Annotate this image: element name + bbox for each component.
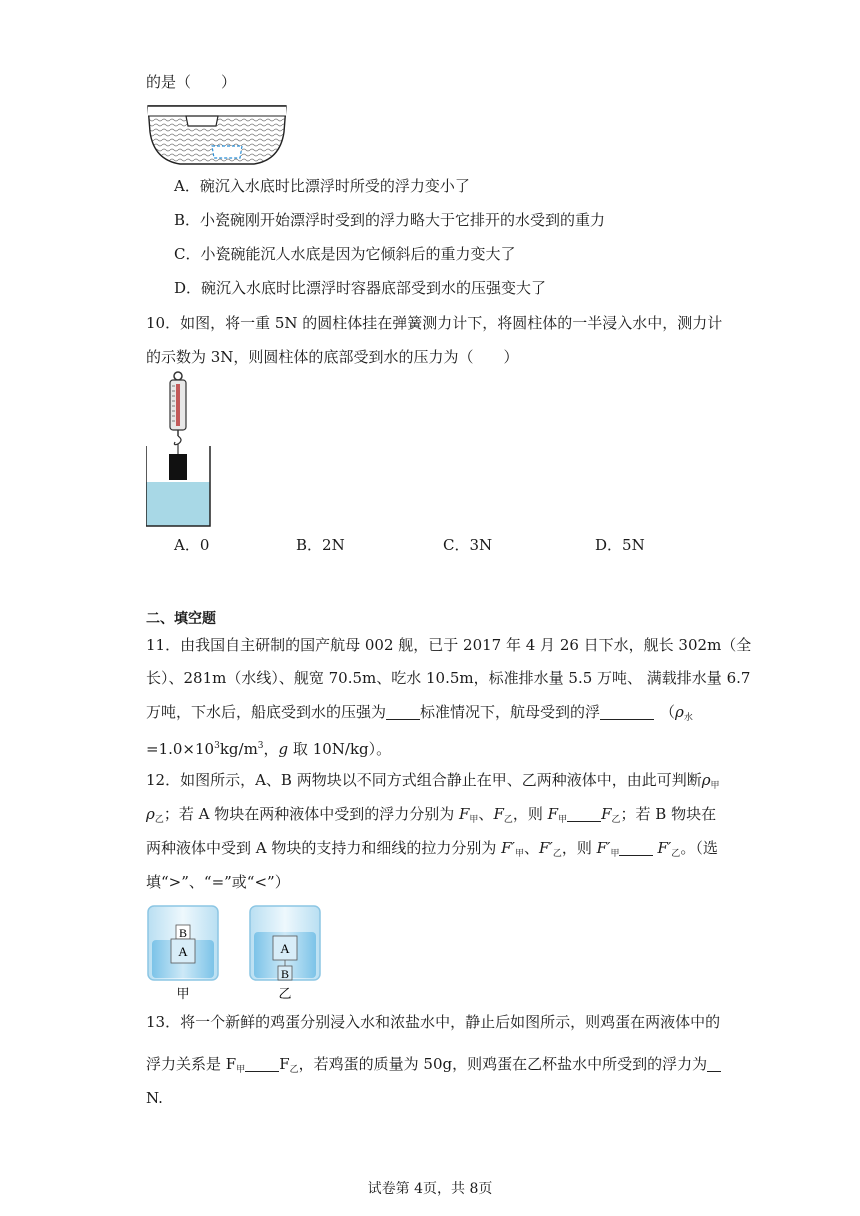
subscript-jia: 甲 <box>710 781 720 791</box>
label-b-jia: B <box>178 926 188 940</box>
f-prime-symbol: F′ <box>501 839 515 857</box>
q13-line1: 13．将一个新鲜的鸡蛋分别浸入水和浓盐水中，静止后如图所示，则鸡蛋在两液体中的 <box>146 1013 721 1031</box>
subscript-jia: 甲 <box>558 815 568 825</box>
q11-line4 <box>146 736 391 759</box>
q10-option-c: C．3N <box>443 536 493 554</box>
q11-line3-text-c: （ <box>660 703 676 721</box>
bowl-in-basin-figure <box>146 102 288 166</box>
f-prime-symbol: F′ <box>657 839 672 857</box>
f-prime-symbol: F′ <box>596 839 611 857</box>
rho-symbol: ρ <box>146 805 155 823</box>
subscript-jia: 甲 <box>236 1065 246 1075</box>
q13-line2-text-b: F <box>279 1055 290 1073</box>
subscript-jia: 甲 <box>469 815 479 825</box>
q12-line2 <box>146 804 716 830</box>
q10-option-b: B．2N <box>296 536 345 554</box>
label-a-yi: A <box>280 941 290 956</box>
q9-stem-tail: 的是（ ） <box>146 73 237 91</box>
q12-line1 <box>146 770 720 796</box>
label-b-yi: B <box>280 967 290 981</box>
q12-line3-text-a: 两种液体中受到 A 物块的支持力和细线的拉力分别为 <box>146 839 502 857</box>
q11-line3-text-a: 万吨，下水后，船底受到水的压强为 <box>146 703 387 721</box>
q11-line1: 11．由我国自主研制的国产航母 002 舰，已于 2017 年 4 月 26 日下水，舰长 302m（全 <box>146 636 752 654</box>
q13-line2 <box>146 1054 721 1080</box>
q11-line2: 长）、281m（水线）、舰宽 70.5m、吃水 10.5m，标准排水量 5.5 万吨、 满载排水量 6.7 <box>146 669 751 687</box>
q10-option-a: A．0 <box>174 536 210 554</box>
q13-line3: N. <box>146 1089 163 1107</box>
q13-blank-2[interactable] <box>707 1057 721 1072</box>
q13-line2-text-a: 浮力关系是 F <box>146 1055 237 1073</box>
subscript-yi: 乙 <box>503 815 513 825</box>
f-symbol: F <box>547 805 559 823</box>
q12-line2-text-d: ，则 <box>512 805 548 823</box>
q11-blank-1[interactable] <box>386 705 420 720</box>
q12-line3-text-c: ，则 <box>561 839 597 857</box>
spring-scale-figure <box>146 370 216 528</box>
q9-option-b: B．小瓷碗刚开始漂浮时受到的浮力略大于它排开的水受到的重力 <box>174 211 606 229</box>
q11-line3 <box>146 702 693 728</box>
rho-symbol: ρ <box>675 703 684 721</box>
q11-line4-text-d: 取 10N/kg）。 <box>288 740 392 758</box>
f-symbol: F <box>458 805 470 823</box>
section-heading: 二、填空题 <box>146 611 216 627</box>
exponent-2: 3 <box>257 741 264 751</box>
subscript-jia: 甲 <box>514 849 524 859</box>
subscript-yi: 乙 <box>154 815 164 825</box>
f-prime-symbol: F′ <box>539 839 553 857</box>
q12-line1-text: 12．如图所示，A、B 两物块以不同方式组合静止在甲、乙两种液体中，由此可判断 <box>146 771 702 789</box>
q11-line4-text-c: ， <box>263 740 279 758</box>
q12-blank-2[interactable] <box>567 807 601 822</box>
exponent: 3 <box>214 741 220 751</box>
subscript-yi: 乙 <box>552 849 562 859</box>
q12-line3-text-b: 、 <box>523 839 539 857</box>
rho-symbol: ρ <box>701 771 711 789</box>
subscript-jia: 甲 <box>610 849 620 859</box>
q9-option-d: D．碗沉入水底时比漂浮时容器底部受到水的压强变大了 <box>174 279 547 297</box>
q11-line4-text-a: =1.0×10 <box>146 740 215 758</box>
q13-line2-text-c: ，若鸡蛋的质量为 50g，则鸡蛋在乙杯盐水中所受到的浮力为 <box>298 1055 708 1073</box>
q13-blank-1[interactable] <box>245 1057 279 1072</box>
q11-line3-text-b: 标准情况下，航母受到的浮 <box>420 703 601 721</box>
page-footer: 试卷第 4页，共 8页 <box>367 1181 493 1197</box>
q9-option-a: A．碗沉入水底时比漂浮时所受的浮力变小了 <box>174 177 470 195</box>
label-a-jia: A <box>178 944 188 959</box>
beaker-label-yi: 乙 <box>278 987 292 1002</box>
subscript-yi: 乙 <box>289 1065 299 1075</box>
q12-line3-text-d: 。（选 <box>680 839 718 857</box>
subscript-yi: 乙 <box>611 815 621 825</box>
q10-option-d: D．5N <box>595 536 645 554</box>
q10-stem-line1: 10．如图，将一重 5N 的圆柱体挂在弹簧测力计下，将圆柱体的一半浸入水中，测力计 <box>146 314 723 332</box>
two-beakers-figure <box>146 904 326 1002</box>
g-symbol: g <box>278 740 289 758</box>
rho-subscript: 水 <box>683 713 693 723</box>
f-symbol: F <box>601 805 612 823</box>
q12-line2-text-c: 、 <box>478 805 494 823</box>
q9-option-c: C．小瓷碗能沉人水底是因为它倾斜后的重力变大了 <box>174 245 516 263</box>
q12-line2-text-e: ；若 B 物块在 <box>620 805 717 823</box>
q12-blank-3[interactable] <box>619 841 653 856</box>
f-symbol: F <box>493 805 504 823</box>
q11-line4-text-b: kg/m <box>219 740 258 758</box>
subscript-yi: 乙 <box>671 849 681 859</box>
q12-line4: 填“>”、“=”或“<”） <box>146 873 290 891</box>
q12-line2-text-b: ；若 A 物块在两种液体中受到的浮力分别为 <box>163 805 459 823</box>
q10-stem-line2: 的示数为 3N，则圆柱体的底部受到水的压力为（ ） <box>146 348 519 366</box>
q11-blank-2[interactable] <box>600 705 654 720</box>
q12-line3 <box>146 838 718 864</box>
beaker-label-jia: 甲 <box>176 987 190 1002</box>
